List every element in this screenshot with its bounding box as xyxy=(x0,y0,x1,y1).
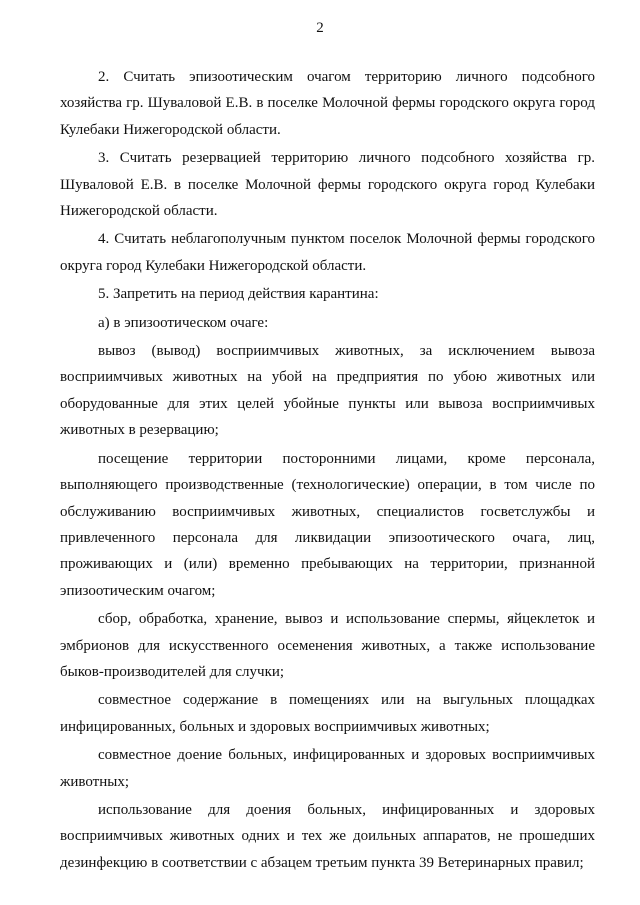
paragraph-joint-milking: совместное доение больных, инфицированных и здоровых восприимчивых животных; xyxy=(60,747,595,790)
page-number: 2 xyxy=(316,20,324,36)
document-body xyxy=(60,64,595,878)
paragraph-milking-machines: использование для доения больных, инфицированных и здоровых восприимчивых животных одних и тех же доильных аппаратов, не прошедших дезинфекцию в соответствии с абзацем третьим пункта 39 Ветеринарных правил; xyxy=(60,801,595,871)
paragraph-5-prohibitions: 5. Запретить на период действия карантина: xyxy=(98,286,379,303)
paragraph-5a-in-focus: а) в эпизоотическом очаге: xyxy=(98,314,269,331)
paragraph-removal-of-animals: вывоз (вывод) восприимчивых животных, за исключением вывоза восприимчивых животных на убой на предприятия по убою животных или оборудованные для этих целей убойные пункты или вывоза восприимчивых животных в резервацию; xyxy=(60,343,595,439)
paragraph-visiting-territory: посещение территории посторонними лицами, кроме персонала, выполняющего производственные (технологические) операции, в том числе по обслуживанию восприимчивых животных, специалистов госветслужбы и привлеченного персонала для ликвидации эпизоотического очага, лиц, проживающих и (или) временно пребывающих на территории, признанной эпизоотическим очагом; xyxy=(60,450,595,599)
paragraph-joint-keeping: совместное содержание в помещениях или на выгульных площадках инфицированных, больных и здоровых восприимчивых животных; xyxy=(60,692,595,735)
paragraph-sperm-embryos: сбор, обработка, хранение, вывоз и использование спермы, яйцеклеток и эмбрионов для искусственного осеменения животных, а также использование быков-производителей для случки; xyxy=(60,611,595,680)
paragraph-3-reservation: 3. Считать резервацией территорию личного подсобного хозяйства гр. Шуваловой Е.В. в поселке Молочной фермы городского округа город Кулебаки Нижегородской области. xyxy=(60,150,595,220)
paragraph-4-unfavorable-point: 4. Считать неблагополучным пунктом поселок Молочной фермы городского округа город Кулебаки Нижегородской области. xyxy=(60,231,595,274)
paragraph-2-epizootic-focus: 2. Считать эпизоотическим очагом территорию личного подсобного хозяйства гр. Шуваловой Е.В. в поселке Молочной фермы городского округа город Кулебаки Нижегородской области. xyxy=(60,69,595,138)
